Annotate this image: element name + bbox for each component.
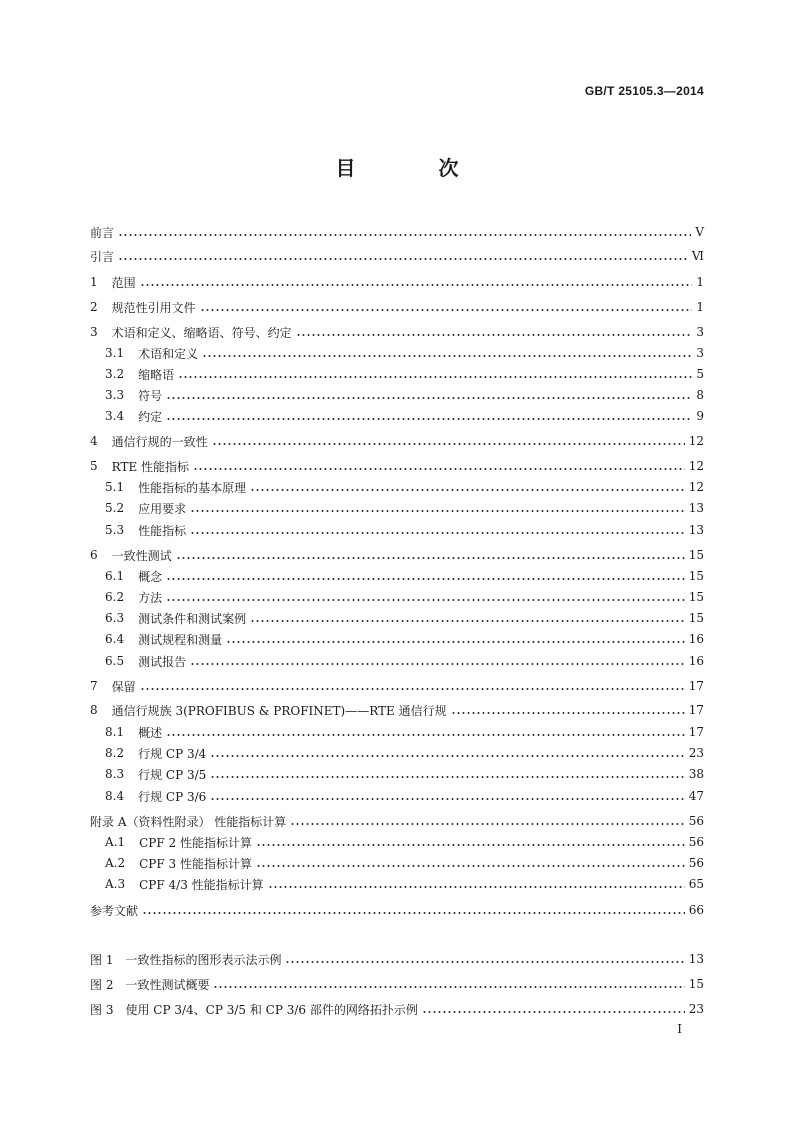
entry-number: 3 [90, 325, 98, 339]
dot-leader [190, 498, 685, 518]
entry-page-number: V [695, 225, 704, 239]
entry-label: 术语和定义 [138, 346, 199, 361]
entry-label: 测试报告 [138, 654, 187, 669]
dot-leader [118, 222, 691, 242]
entry-label: 规范性引用文件 [111, 300, 196, 315]
entry-page-number: 13 [688, 952, 704, 966]
entry-page-number: Ⅵ [691, 249, 704, 263]
entry-page-number: 17 [688, 725, 704, 739]
entry-label: 约定 [138, 409, 163, 424]
toc-entry[interactable] [90, 272, 704, 292]
entry-label: 符号 [138, 388, 163, 403]
toc-entry[interactable] [90, 676, 704, 696]
dot-leader [210, 743, 684, 763]
entry-page-number: 17 [688, 679, 704, 693]
dot-leader [176, 545, 685, 565]
entry-number: 7 [90, 679, 98, 693]
entry-label: 性能指标的基本原理 [138, 480, 247, 495]
entry-number: 3.3 [105, 388, 125, 402]
page-number: I [677, 1022, 682, 1036]
entry-label: 范围 [111, 275, 136, 290]
entry-number: A.3 [105, 877, 126, 891]
toc-entry[interactable] [105, 608, 704, 628]
entry-page-number: 16 [688, 632, 704, 646]
entry-number: 8 [90, 703, 98, 717]
entry-page-number: 12 [688, 480, 704, 494]
dot-leader [166, 406, 692, 426]
entry-number: 6.1 [105, 569, 125, 583]
entry-label: 缩略语 [138, 367, 175, 382]
dot-leader [178, 364, 692, 384]
dot-leader [166, 587, 685, 607]
entry-page-number: 15 [688, 977, 704, 991]
entry-page-number: 47 [688, 789, 704, 803]
dot-leader [296, 322, 692, 342]
entry-number: A.1 [105, 835, 126, 849]
entry-number: 8.1 [105, 725, 125, 739]
entry-label: 一致性测试概要 [125, 977, 210, 992]
entry-number: 2 [90, 300, 98, 314]
entry-number: 5 [90, 459, 98, 473]
entry-number: 3.1 [105, 346, 125, 360]
entry-label: CPF 3 性能指标计算 [139, 856, 252, 871]
entry-number: 6.3 [105, 611, 125, 625]
dot-leader [166, 722, 685, 742]
toc-entry[interactable] [105, 566, 704, 586]
entry-page-number: 56 [688, 835, 704, 849]
entry-page-number: 1 [696, 300, 704, 314]
entry-number: 8.4 [105, 789, 125, 803]
entry-label: 一致性测试 [111, 548, 172, 563]
entry-page-number: 56 [688, 856, 704, 870]
dot-leader [268, 874, 685, 894]
toc-entry[interactable] [90, 811, 704, 831]
toc-entry[interactable] [105, 587, 704, 607]
entry-page-number: 23 [688, 746, 704, 760]
entry-page-number: 16 [688, 654, 704, 668]
figure-list-item[interactable] [90, 974, 704, 994]
entry-label: 通信行规的一致性 [111, 434, 208, 449]
entry-page-number: 56 [688, 814, 704, 828]
entry-number: 1 [90, 275, 98, 289]
dot-leader [250, 608, 685, 628]
entry-page-number: 8 [696, 388, 704, 402]
entry-label: 参考文献 [90, 903, 139, 918]
dot-leader [256, 853, 685, 873]
toc-entry[interactable] [105, 406, 704, 426]
dot-leader [226, 629, 685, 649]
entry-label: 测试条件和测试案例 [138, 611, 247, 626]
document-code: GB/T 25105.3—2014 [584, 84, 704, 98]
entry-label: 测试规程和测量 [138, 632, 223, 647]
entry-page-number: 66 [688, 903, 704, 917]
dot-leader [250, 477, 685, 497]
page-title: 目 次 [335, 156, 497, 180]
toc-entry[interactable] [90, 545, 704, 565]
toc-entry[interactable] [90, 900, 704, 920]
entry-label: 前言 [90, 225, 115, 240]
toc-entry[interactable] [90, 456, 704, 476]
entry-number: 5.2 [105, 501, 125, 515]
entry-page-number: 13 [688, 501, 704, 515]
dot-leader [210, 764, 684, 784]
entry-page-number: 15 [688, 569, 704, 583]
toc-entry[interactable] [105, 364, 704, 384]
entry-label: 通信行规族 3(PROFIBUS & PROFINET)——RTE 通信行规 [111, 703, 447, 718]
entry-number: 5.3 [105, 523, 125, 537]
dot-leader [140, 676, 685, 696]
entry-page-number: 15 [688, 548, 704, 562]
dot-leader [290, 811, 684, 831]
toc-entry[interactable] [105, 343, 704, 363]
entry-label: 行规 CP 3/5 [138, 767, 207, 782]
dot-leader [422, 999, 685, 1019]
entry-number: 图 3 [90, 1002, 114, 1017]
toc-entry[interactable] [105, 853, 704, 873]
dot-leader [212, 431, 685, 451]
dot-leader [285, 949, 684, 969]
figure-list-item[interactable] [90, 999, 704, 1019]
entry-label: 一致性指标的图形表示法示例 [125, 952, 282, 967]
toc-entry[interactable] [90, 222, 704, 242]
dot-leader [190, 520, 685, 540]
toc-entry[interactable] [105, 629, 704, 649]
entry-label: 行规 CP 3/6 [138, 789, 207, 804]
dot-leader [451, 700, 685, 720]
dot-leader [213, 974, 684, 994]
toc-entry[interactable] [105, 764, 704, 784]
entry-label: CPF 4/3 性能指标计算 [139, 877, 264, 892]
entry-label: 引言 [90, 249, 115, 264]
toc-entry[interactable] [105, 498, 704, 518]
toc-entry[interactable] [105, 520, 704, 540]
dot-leader [193, 456, 685, 476]
entry-label: 概念 [138, 569, 163, 584]
entry-number: 6 [90, 548, 98, 562]
toc-entry[interactable] [90, 700, 704, 720]
toc-entry[interactable] [90, 297, 704, 317]
dot-leader [166, 385, 692, 405]
entry-number: 6.4 [105, 632, 125, 646]
toc-entry[interactable] [105, 651, 704, 671]
entry-label: 行规 CP 3/4 [138, 746, 207, 761]
entry-number: 8.2 [105, 746, 125, 760]
entry-page-number: 15 [688, 611, 704, 625]
entry-number: 3.4 [105, 409, 125, 423]
entry-page-number: 5 [696, 367, 704, 381]
entry-number: 8.3 [105, 767, 125, 781]
entry-label: 方法 [138, 590, 163, 605]
toc-entry[interactable] [105, 832, 704, 852]
dot-leader [190, 651, 685, 671]
dot-leader [210, 786, 684, 806]
entry-number: 4 [90, 434, 98, 448]
entry-number: 3.2 [105, 367, 125, 381]
dot-leader [142, 900, 685, 920]
toc-entry[interactable] [90, 246, 704, 266]
entry-label: RTE 性能指标 [111, 459, 190, 474]
entry-page-number: 3 [696, 346, 704, 360]
entry-page-number: 15 [688, 590, 704, 604]
toc-entry[interactable] [105, 786, 704, 806]
entry-label: 附录 A（资料性附录） 性能指标计算 [90, 814, 287, 829]
entry-page-number: 12 [688, 434, 704, 448]
entry-label: 术语和定义、缩略语、符号、约定 [111, 325, 292, 340]
entry-page-number: 1 [696, 275, 704, 289]
dot-leader [166, 566, 685, 586]
entry-number: 图 1 [90, 952, 114, 967]
entry-number: 5.1 [105, 480, 125, 494]
entry-page-number: 3 [696, 325, 704, 339]
toc-entry[interactable] [90, 322, 704, 342]
entry-label: 使用 CP 3/4、CP 3/5 和 CP 3/6 部件的网络拓扑示例 [125, 1002, 418, 1017]
entry-number: A.2 [105, 856, 126, 870]
entry-page-number: 65 [688, 877, 704, 891]
entry-label: 概述 [138, 725, 163, 740]
entry-label: CPF 2 性能指标计算 [139, 835, 252, 850]
toc-entry[interactable] [90, 431, 704, 451]
figure-list-item[interactable] [90, 949, 704, 969]
toc-entry[interactable] [105, 477, 704, 497]
toc-entry[interactable] [105, 743, 704, 763]
dot-leader [200, 297, 692, 317]
entry-label: 性能指标 [138, 523, 187, 538]
dot-leader [202, 343, 692, 363]
toc-entry[interactable] [105, 722, 704, 742]
entry-number: 6.2 [105, 590, 125, 604]
dot-leader [140, 272, 692, 292]
entry-page-number: 12 [688, 459, 704, 473]
entry-page-number: 17 [688, 703, 704, 717]
entry-page-number: 13 [688, 523, 704, 537]
dot-leader [256, 832, 685, 852]
dot-leader [118, 246, 688, 266]
entry-number: 图 2 [90, 977, 114, 992]
toc-entry[interactable] [105, 874, 704, 894]
entry-page-number: 38 [688, 767, 704, 781]
entry-label: 应用要求 [138, 501, 187, 516]
entry-page-number: 23 [688, 1002, 704, 1016]
entry-label: 保留 [111, 679, 136, 694]
entry-page-number: 9 [696, 409, 704, 423]
toc-entry[interactable] [105, 385, 704, 405]
entry-number: 6.5 [105, 654, 125, 668]
